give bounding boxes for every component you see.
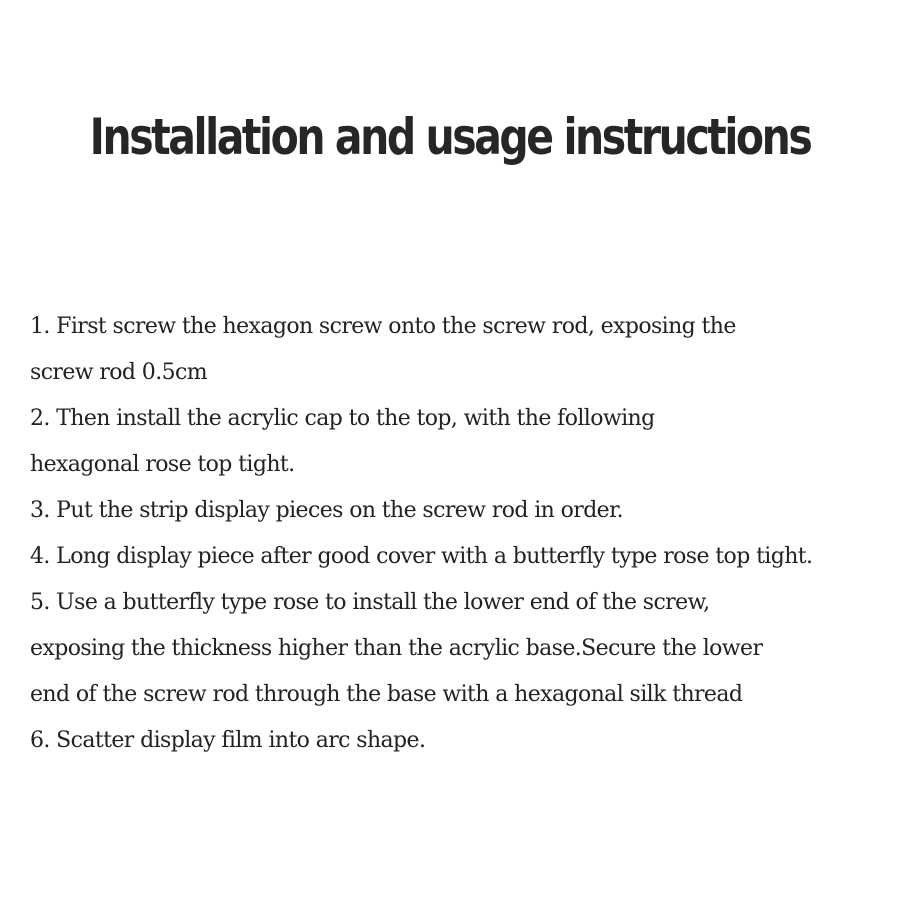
instruction-line: 5. Use a butterfly type rose to install the lower end of the screw,: [30, 590, 710, 615]
instruction-line: hexagonal rose top tight.: [30, 452, 295, 477]
instruction-line: 6. Scatter display film into arc shape.: [30, 728, 426, 753]
instruction-line: end of the screw rod through the base with a hexagonal silk thread: [30, 682, 743, 707]
page-title: Installation and usage instructions: [89, 108, 811, 166]
instruction-line: exposing the thickness higher than the acrylic base.Secure the lower: [30, 636, 763, 661]
instruction-line: screw rod 0.5cm: [30, 360, 207, 385]
instruction-line: 4. Long display piece after good cover with a butterfly type rose top tight.: [30, 544, 813, 569]
instruction-line: 2. Then install the acrylic cap to the top, with the following: [30, 406, 655, 431]
instructions-body: [30, 304, 880, 764]
instruction-line: 1. First screw the hexagon screw onto the screw rod, exposing the: [30, 314, 736, 339]
instruction-line: 3. Put the strip display pieces on the screw rod in order.: [30, 498, 623, 523]
